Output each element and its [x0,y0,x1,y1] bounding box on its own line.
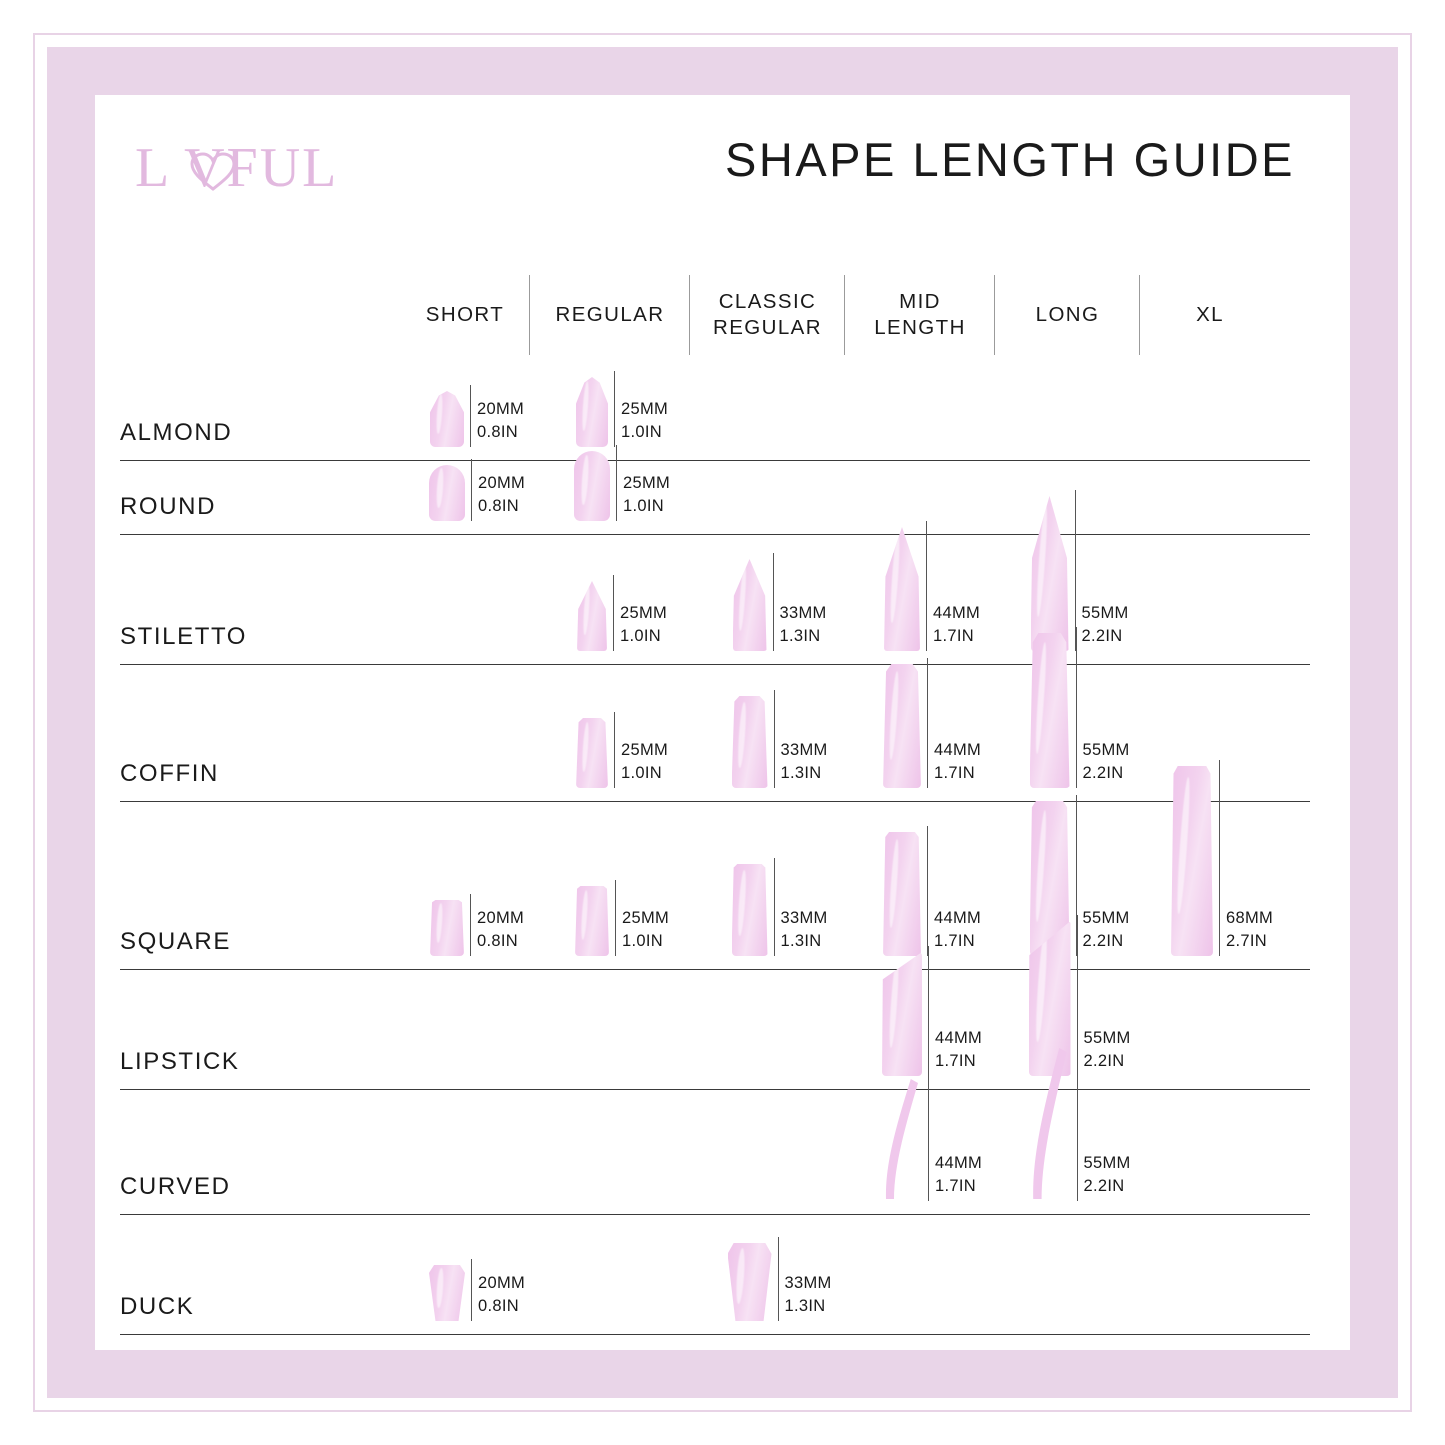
measurement-inch: 1.3IN [780,763,822,782]
nail-swatch-square [883,832,921,956]
nail-gloss-highlight [889,534,901,623]
measurement-label [1084,1027,1131,1072]
table-row [120,1100,1310,1215]
row-label-lipstick: LIPSTICK [120,1048,240,1075]
brand-logo-text: L VFUL [135,137,339,199]
nail-swatch-coffin [576,718,608,788]
measurement-label [1226,907,1273,952]
row-divider [120,534,1310,535]
column-header-label: CLASSIC REGULAR [713,289,822,339]
measurement-label [621,739,668,784]
measurement-label [620,602,667,647]
measurement-inch: 1.7IN [935,1176,976,1195]
measurement-label [934,907,981,952]
measurement-label [781,907,828,952]
table-row [120,1228,1310,1335]
heart-icon [190,152,236,192]
column-header-xl [1140,275,1280,355]
measure-tick [927,826,928,956]
measurement-inch: 1.0IN [622,931,663,950]
nail-swatch-stiletto [884,527,920,651]
row-divider [120,1334,1310,1335]
measurement-mm: 33MM [784,1274,832,1293]
nail-gloss-highlight [1034,810,1048,922]
measure-tick [1219,760,1220,956]
measure-tick [616,445,617,521]
nail-gloss-highlight [436,394,444,435]
nail-swatch-square [575,886,609,956]
measure-tick [927,658,928,788]
measurement-inch: 1.0IN [621,763,662,782]
row-divider [120,1089,1310,1090]
measurement-mm: 55MM [1083,1029,1131,1048]
measurement-label [934,739,981,784]
column-header-label: LONG [1035,302,1100,326]
nail-swatch-round [429,465,465,521]
measurement-label [935,1152,982,1197]
measurement-inch: 2.2IN [1082,931,1124,950]
column-header-classic-regular [690,275,845,355]
column-header-label: XL [1196,302,1224,326]
nail-gloss-highlight [737,869,747,935]
nail-swatch-square [1171,766,1213,956]
measure-tick [613,575,614,651]
measurement-inch: 2.2IN [1083,1176,1125,1195]
measure-tick [471,459,472,521]
measurement-inch: 1.0IN [623,496,664,515]
measure-tick [1076,627,1077,788]
nail-gloss-highlight [581,722,590,773]
row-divider [120,460,1310,461]
table-row [120,675,1310,802]
row-label-duck: DUCK [120,1293,195,1320]
measurement-inch: 1.3IN [779,626,821,645]
measurement-inch: 1.7IN [933,626,974,645]
measurement-mm: 33MM [779,604,827,623]
measurement-mm: 25MM [621,741,669,760]
measurement-mm: 33MM [780,909,828,928]
table-row [120,812,1310,970]
measurement-label [785,1272,832,1317]
measure-tick [471,1259,472,1321]
nail-swatch-stiletto [577,581,607,651]
measurement-label [622,907,669,952]
nail-gloss-highlight [738,564,748,630]
measurement-mm: 68MM [1226,909,1274,928]
nail-swatch-duck [728,1243,772,1321]
measurement-mm: 44MM [934,909,982,928]
measurement-mm: 55MM [1083,1154,1131,1173]
table-row [120,980,1310,1090]
measurement-inch: 0.8IN [477,931,518,950]
measurement-inch: 1.7IN [934,931,975,950]
row-label-almond: ALMOND [120,419,233,446]
row-label-curved: CURVED [120,1173,231,1200]
measurement-inch: 1.7IN [934,763,975,782]
measurement-label [623,472,670,517]
measurement-mm: 55MM [1082,741,1130,760]
measurement-mm: 20MM [477,400,525,419]
measurement-mm: 55MM [1081,604,1129,623]
measurement-inch: 0.8IN [478,1296,519,1315]
measurement-inch: 1.3IN [784,1296,826,1315]
brand-logo [135,130,435,210]
measurement-label [935,1027,982,1072]
measurement-inch: 0.8IN [477,422,518,441]
measure-tick [615,880,616,956]
nail-gloss-highlight [436,468,445,509]
nail-gloss-highlight [1175,777,1191,914]
nail-gloss-highlight [580,455,589,506]
nail-swatch-round [574,451,610,521]
nail-gloss-highlight [436,1268,445,1309]
nail-swatch-coffin [1030,633,1070,788]
measurement-inch: 2.2IN [1081,626,1123,645]
measurement-label [478,472,525,517]
nail-swatch-curved [882,1077,922,1201]
measurement-label [781,739,828,784]
measure-tick [928,946,929,1076]
row-divider [120,969,1310,970]
measurement-inch: 2.7IN [1226,931,1267,950]
row-label-coffin: COFFIN [120,760,219,787]
measure-tick [774,690,775,788]
measurement-inch: 1.3IN [780,931,822,950]
measurement-label [477,398,524,443]
measure-tick [470,385,471,447]
measure-tick [774,858,775,956]
nail-swatch-almond [430,391,464,447]
measure-tick [928,1071,929,1201]
row-label-square: SQUARE [120,928,231,955]
nail-gloss-highlight [888,671,900,760]
measurement-mm: 20MM [478,1274,526,1293]
measurement-label [780,602,827,647]
measurement-inch: 1.7IN [935,1051,976,1070]
measurement-mm: 33MM [780,741,828,760]
measurement-mm: 55MM [1082,909,1130,928]
measurement-mm: 44MM [935,1029,983,1048]
measure-tick [773,553,774,651]
measurement-label [1082,602,1129,647]
measurement-label [933,602,980,647]
measurement-inch: 2.2IN [1082,763,1124,782]
measurement-inch: 0.8IN [478,496,519,515]
measurement-mm: 44MM [934,741,982,760]
nail-swatch-coffin [732,696,768,788]
measurement-mm: 44MM [933,604,981,623]
measure-tick [778,1237,779,1321]
nail-swatch-coffin [883,664,921,788]
column-header-row [400,275,1280,355]
row-divider [120,1214,1310,1215]
column-header-label: REGULAR [555,302,665,326]
column-header-label: SHORT [425,302,505,326]
nail-gloss-highlight [1034,642,1048,754]
measurement-label [1083,739,1130,784]
measurement-label [1083,907,1130,952]
measurement-mm: 44MM [935,1154,983,1173]
nail-gloss-highlight [581,890,590,941]
nail-gloss-highlight [737,701,747,767]
measurement-inch: 2.2IN [1083,1051,1125,1070]
measurement-mm: 25MM [623,474,671,493]
measurement-mm: 25MM [620,604,668,623]
nail-gloss-highlight [436,903,444,944]
nail-swatch-square [430,900,464,956]
measurement-mm: 25MM [622,909,670,928]
table-row [120,395,1310,461]
measurement-mm: 20MM [477,909,525,928]
table-row [120,545,1310,665]
row-divider [120,664,1310,665]
measurement-mm: 20MM [478,474,526,493]
row-label-stiletto: STILETTO [120,623,248,650]
measurement-inch: 1.0IN [620,626,661,645]
nail-swatch-square [732,864,768,956]
page-title: SHAPE LENGTH GUIDE [725,133,1295,186]
row-label-round: ROUND [120,493,216,520]
measurement-label [478,1272,525,1317]
nail-gloss-highlight [582,585,590,636]
measurement-label [477,907,524,952]
measurement-mm: 25MM [621,400,669,419]
column-header-label: MID LENGTH [874,289,966,339]
row-divider [120,801,1310,802]
nail-gloss-highlight [888,839,900,928]
nail-swatch-stiletto [733,559,767,651]
measure-tick [1077,1040,1078,1201]
measurement-inch: 1.0IN [621,422,662,441]
measure-tick [614,371,615,447]
measure-tick [926,521,927,651]
column-header-short [400,275,530,355]
nail-swatch-duck [429,1265,465,1321]
nail-gloss-highlight [735,1247,746,1304]
nail-swatch-curved [1029,1046,1071,1201]
table-row [120,468,1310,535]
measure-tick [614,712,615,788]
measurement-label [621,398,668,443]
column-header-mid-length [845,275,995,355]
column-header-regular [530,275,690,355]
measurement-label [1084,1152,1131,1197]
measure-tick [470,894,471,956]
nail-gloss-highlight [581,381,590,432]
column-header-long [995,275,1140,355]
